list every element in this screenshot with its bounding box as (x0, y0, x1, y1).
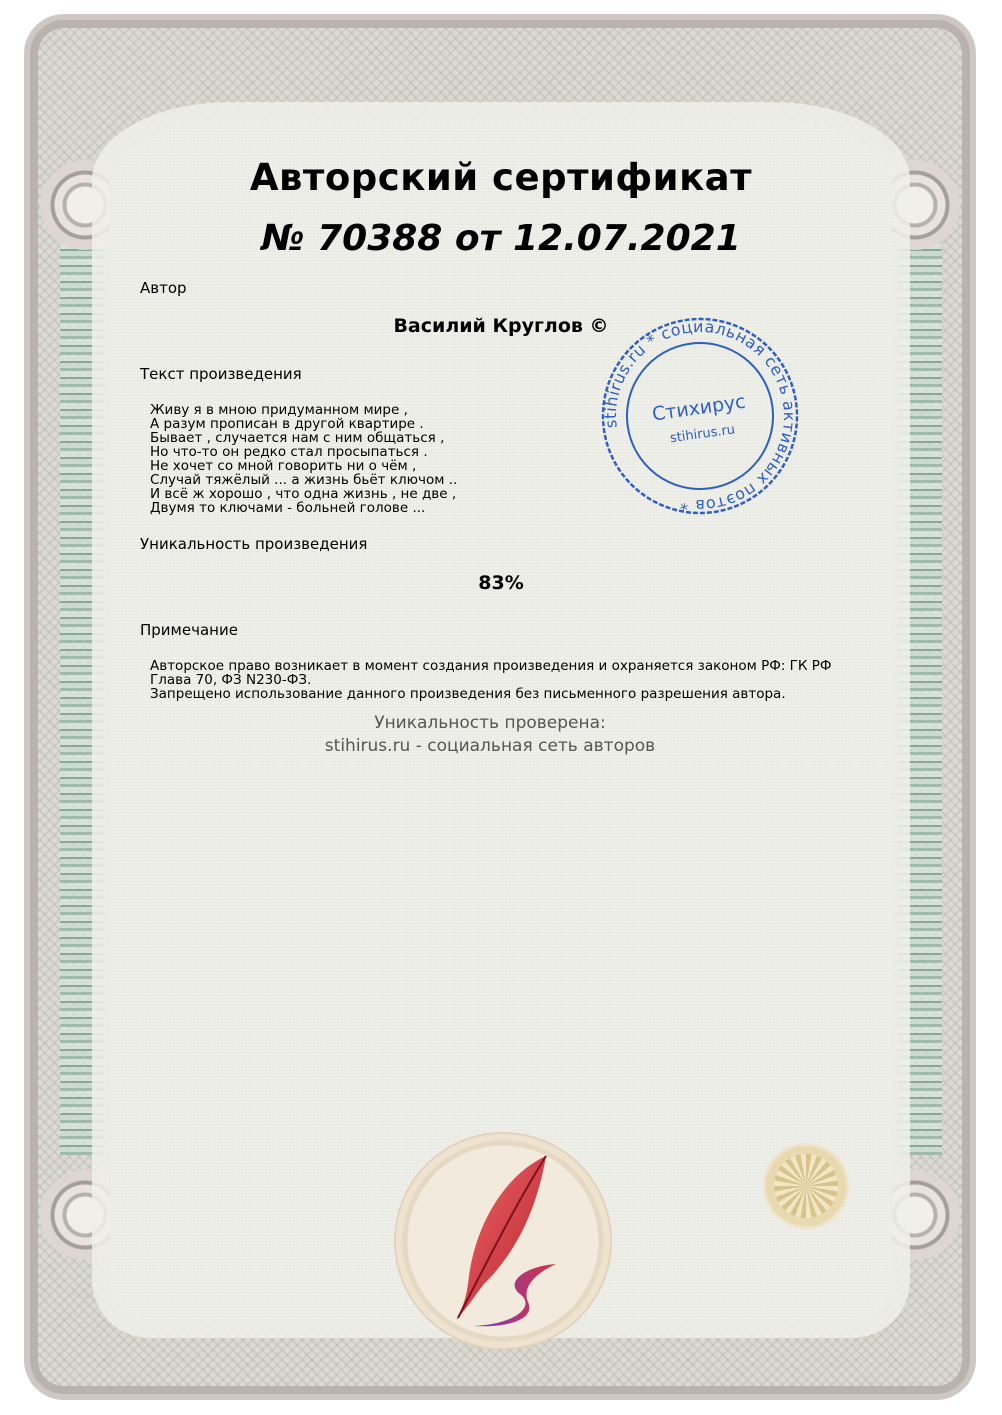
stamp-title: Стихирус (650, 390, 747, 426)
note-label: Примечание (140, 621, 238, 639)
certificate-number: № 70388 от 12.07.2021 (261, 218, 741, 259)
stamp-outer-text: stihirus.ru * социальная сеть активных поэтов * (600, 316, 800, 516)
poem-line: Не хочет со мной говорить ни о чём , (150, 458, 417, 474)
certificate-title: Авторский сертификат (249, 156, 753, 199)
poem-line: Живу я в мною придуманном мире , (150, 402, 408, 418)
note-line: Авторское право возникает в момент создания произведения и охраняется законом РФ: ГК РФ Глава 70, ФЗ N230-ФЗ. (150, 658, 832, 688)
feather-icon (396, 1134, 610, 1348)
left-ornament-band (60, 220, 104, 1155)
work-text-label: Текст произведения (140, 365, 302, 383)
poem-line: Бывает , случается нам с ним общаться , (150, 430, 445, 446)
verification-line: Уникальность проверена: (374, 713, 606, 733)
work-text (150, 403, 457, 515)
stihirus-stamp (587, 303, 813, 529)
verification-text (0, 712, 980, 758)
stamp-site: stihirus.ru (669, 422, 737, 447)
note-line: Запрещено использование данного произведения без письменного разрешения автора. (150, 686, 786, 702)
uniqueness-label: Уникальность произведения (140, 535, 368, 553)
poem-line: И всё ж хорошо , что одна жизнь , не две , (150, 486, 457, 502)
gold-medal-emblem (766, 1146, 846, 1226)
author-name: Василий Круглов © (393, 315, 609, 337)
uniqueness-value: 83% (478, 572, 524, 594)
poem-line: Но что-то он редко стал просыпаться . (150, 444, 428, 460)
poem-line: А разум прописан в другой квартире . (150, 416, 424, 432)
poem-line: Случай тяжёлый ... а жизнь бьёт ключом .. (150, 472, 458, 488)
right-ornament-band (898, 220, 942, 1155)
note-text (150, 659, 850, 701)
author-label: Автор (140, 279, 187, 297)
poem-line: Двумя то ключами - больней голове ... (150, 500, 426, 516)
verification-link: stihirus.ru - социальная сеть авторов (324, 736, 656, 756)
feather-seal (396, 1134, 610, 1348)
